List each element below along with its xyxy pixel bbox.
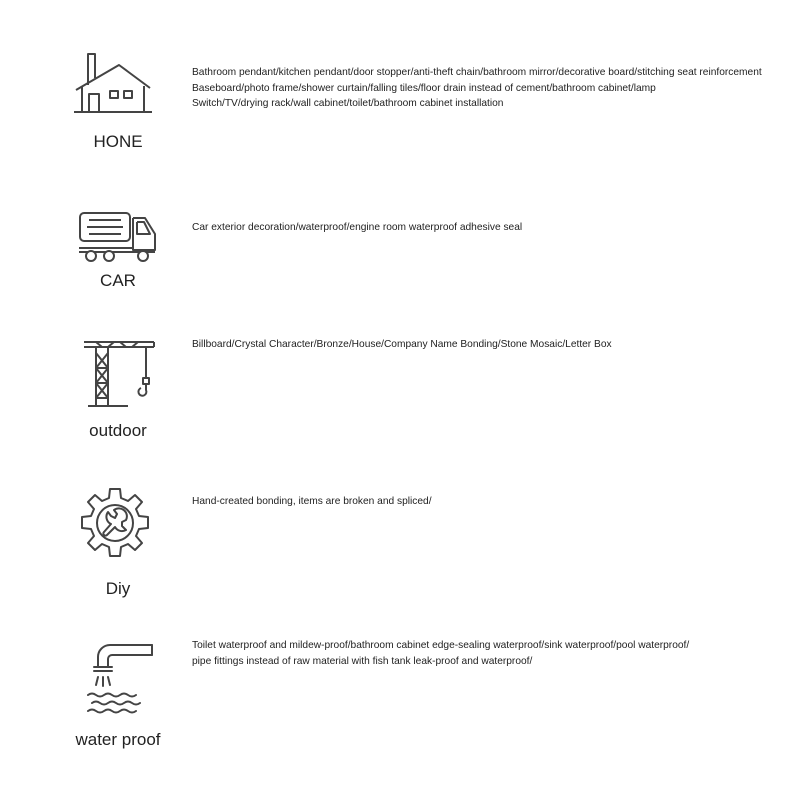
description-line: Bathroom pendant/kitchen pendant/door stopper/anti-theft chain/bathroom mirror/decorative board/stitching seat reinforcement [192, 67, 762, 78]
section-description [192, 65, 787, 112]
section-home [0, 0, 800, 170]
description-line: Toilet waterproof and mildew-proof/bathroom cabinet edge-sealing waterproof/sink waterproof/pool waterproof/ [192, 640, 690, 651]
description-line: pipe fittings instead of raw material with fish tank leak-proof and waterproof/ [192, 655, 533, 667]
section-car [0, 170, 800, 310]
section-label: HONE [93, 132, 143, 151]
section-label: water proof [75, 730, 161, 749]
section-description [192, 220, 787, 236]
section-waterproof [0, 615, 800, 800]
description-line: Switch/TV/drying rack/wall cabinet/toilet/bathroom cabinet installation [192, 98, 504, 109]
section-description [192, 337, 787, 353]
truck-icon [77, 208, 159, 264]
description-line: Baseboard/photo frame/shower curtain/falling tiles/floor drain instead of cement/bathroom cabinet/lamp [192, 82, 656, 94]
description-line: Hand-created bonding, items are broken and spliced/ [192, 496, 432, 507]
section-label: CAR [100, 271, 136, 290]
gear-wrench-icon [78, 486, 152, 560]
section-label: Diy [105, 579, 131, 598]
section-label: outdoor [89, 421, 147, 440]
description-line: Car exterior decoration/waterproof/engine room waterproof adhesive seal [192, 222, 523, 233]
section-description [192, 494, 787, 510]
description-line: Billboard/Crystal Character/Bronze/House/Company Name Bonding/Stone Mosaic/Letter Box [192, 339, 612, 350]
section-outdoor [0, 310, 800, 450]
crane-icon [84, 338, 158, 410]
section-description [192, 638, 787, 669]
faucet-water-icon [86, 639, 158, 719]
factory-house-icon [72, 50, 154, 116]
section-diy [0, 450, 800, 615]
